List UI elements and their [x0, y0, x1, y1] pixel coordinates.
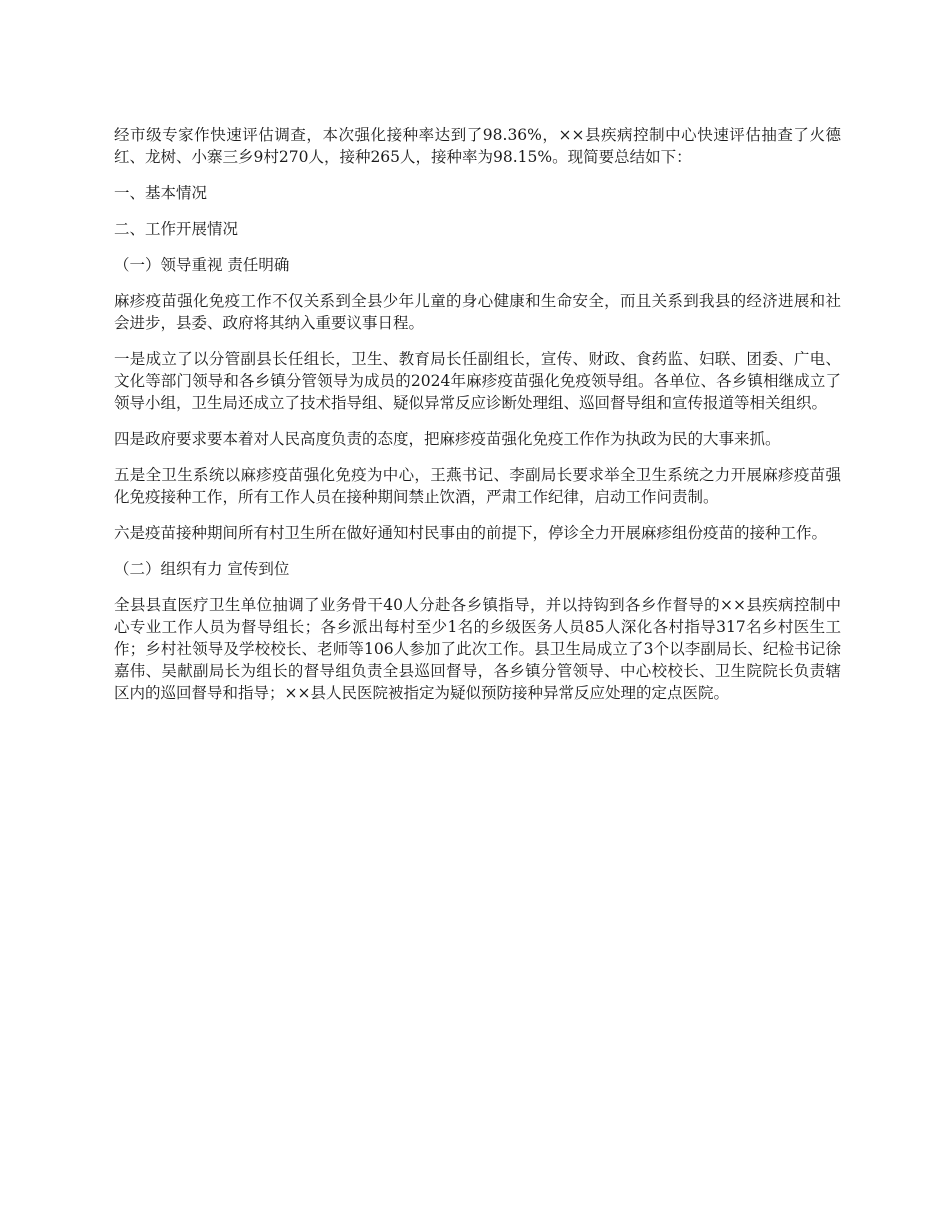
body-paragraph: 全县县直医疗卫生单位抽调了业务骨干40人分赴各乡镇指导，并以持钩到各乡作督导的××县疾病控制中心专业工作人员为督导组长；各乡派出每村至少1名的乡级医务人员85人深化各村指导317名乡村医生工作；乡村社领导及学校校长、老师等106人参加了此次工作。县卫生局成立了3个以李副局长、纪检书记徐嘉伟、吴献副局长为组长的督导组负责全县巡回督导，各乡镇分管领导、中心校校长、卫生院院长负责辖区内的巡回督导和指导；××县人民医院被指定为疑似预防接种异常反应处理的定点医院。	[114, 596, 841, 702]
document-page	[114, 124, 841, 718]
body-paragraph: 一是成立了以分管副县长任组长，卫生、教育局长任副组长，宣传、财政、食药监、妇联、团委、广电、文化等部门领导和各乡镇分管领导为成员的2024年麻疹疫苗强化免疫领导组。各单位、各乡镇相继成立了领导小组，卫生局还成立了技术指导组、疑似异常反应诊断处理组、巡回督导组和宣传报道等相关组织。	[114, 350, 841, 412]
subheading-leadership: （一）领导重视 责任明确	[114, 256, 290, 274]
section-heading-work: 二、工作开展情况	[114, 220, 239, 238]
body-paragraph: 麻疹疫苗强化免疫工作不仅关系到全县少年儿童的身心健康和生命安全，而且关系到我县的经济进展和社会进步，县委、政府将其纳入重要议事日程。	[114, 292, 841, 332]
subheading-organization: （二）组织有力 宣传到位	[114, 560, 290, 578]
section-heading-basic: 一、基本情况	[114, 184, 208, 202]
body-paragraph: 四是政府要求要本着对人民高度负责的态度，把麻疹疫苗强化免疫工作作为执政为民的大事来抓。	[114, 430, 781, 448]
intro-paragraph: 经市级专家作快速评估调查，本次强化接种率达到了98.36%，××县疾病控制中心快速评估抽查了火德红、龙树、小寨三乡9村270人，接种265人，接种率为98.15%。现简要总结如下：	[114, 126, 841, 166]
body-paragraph: 五是全卫生系统以麻疹疫苗强化免疫为中心，王燕书记、李副局长要求举全卫生系统之力开展麻疹疫苗强化免疫接种工作，所有工作人员在接种期间禁止饮酒，严肃工作纪律，启动工作问责制。	[114, 466, 841, 506]
body-paragraph: 六是疫苗接种期间所有村卫生所在做好通知村民事由的前提下，停诊全力开展麻疹组份疫苗的接种工作。	[114, 524, 828, 542]
